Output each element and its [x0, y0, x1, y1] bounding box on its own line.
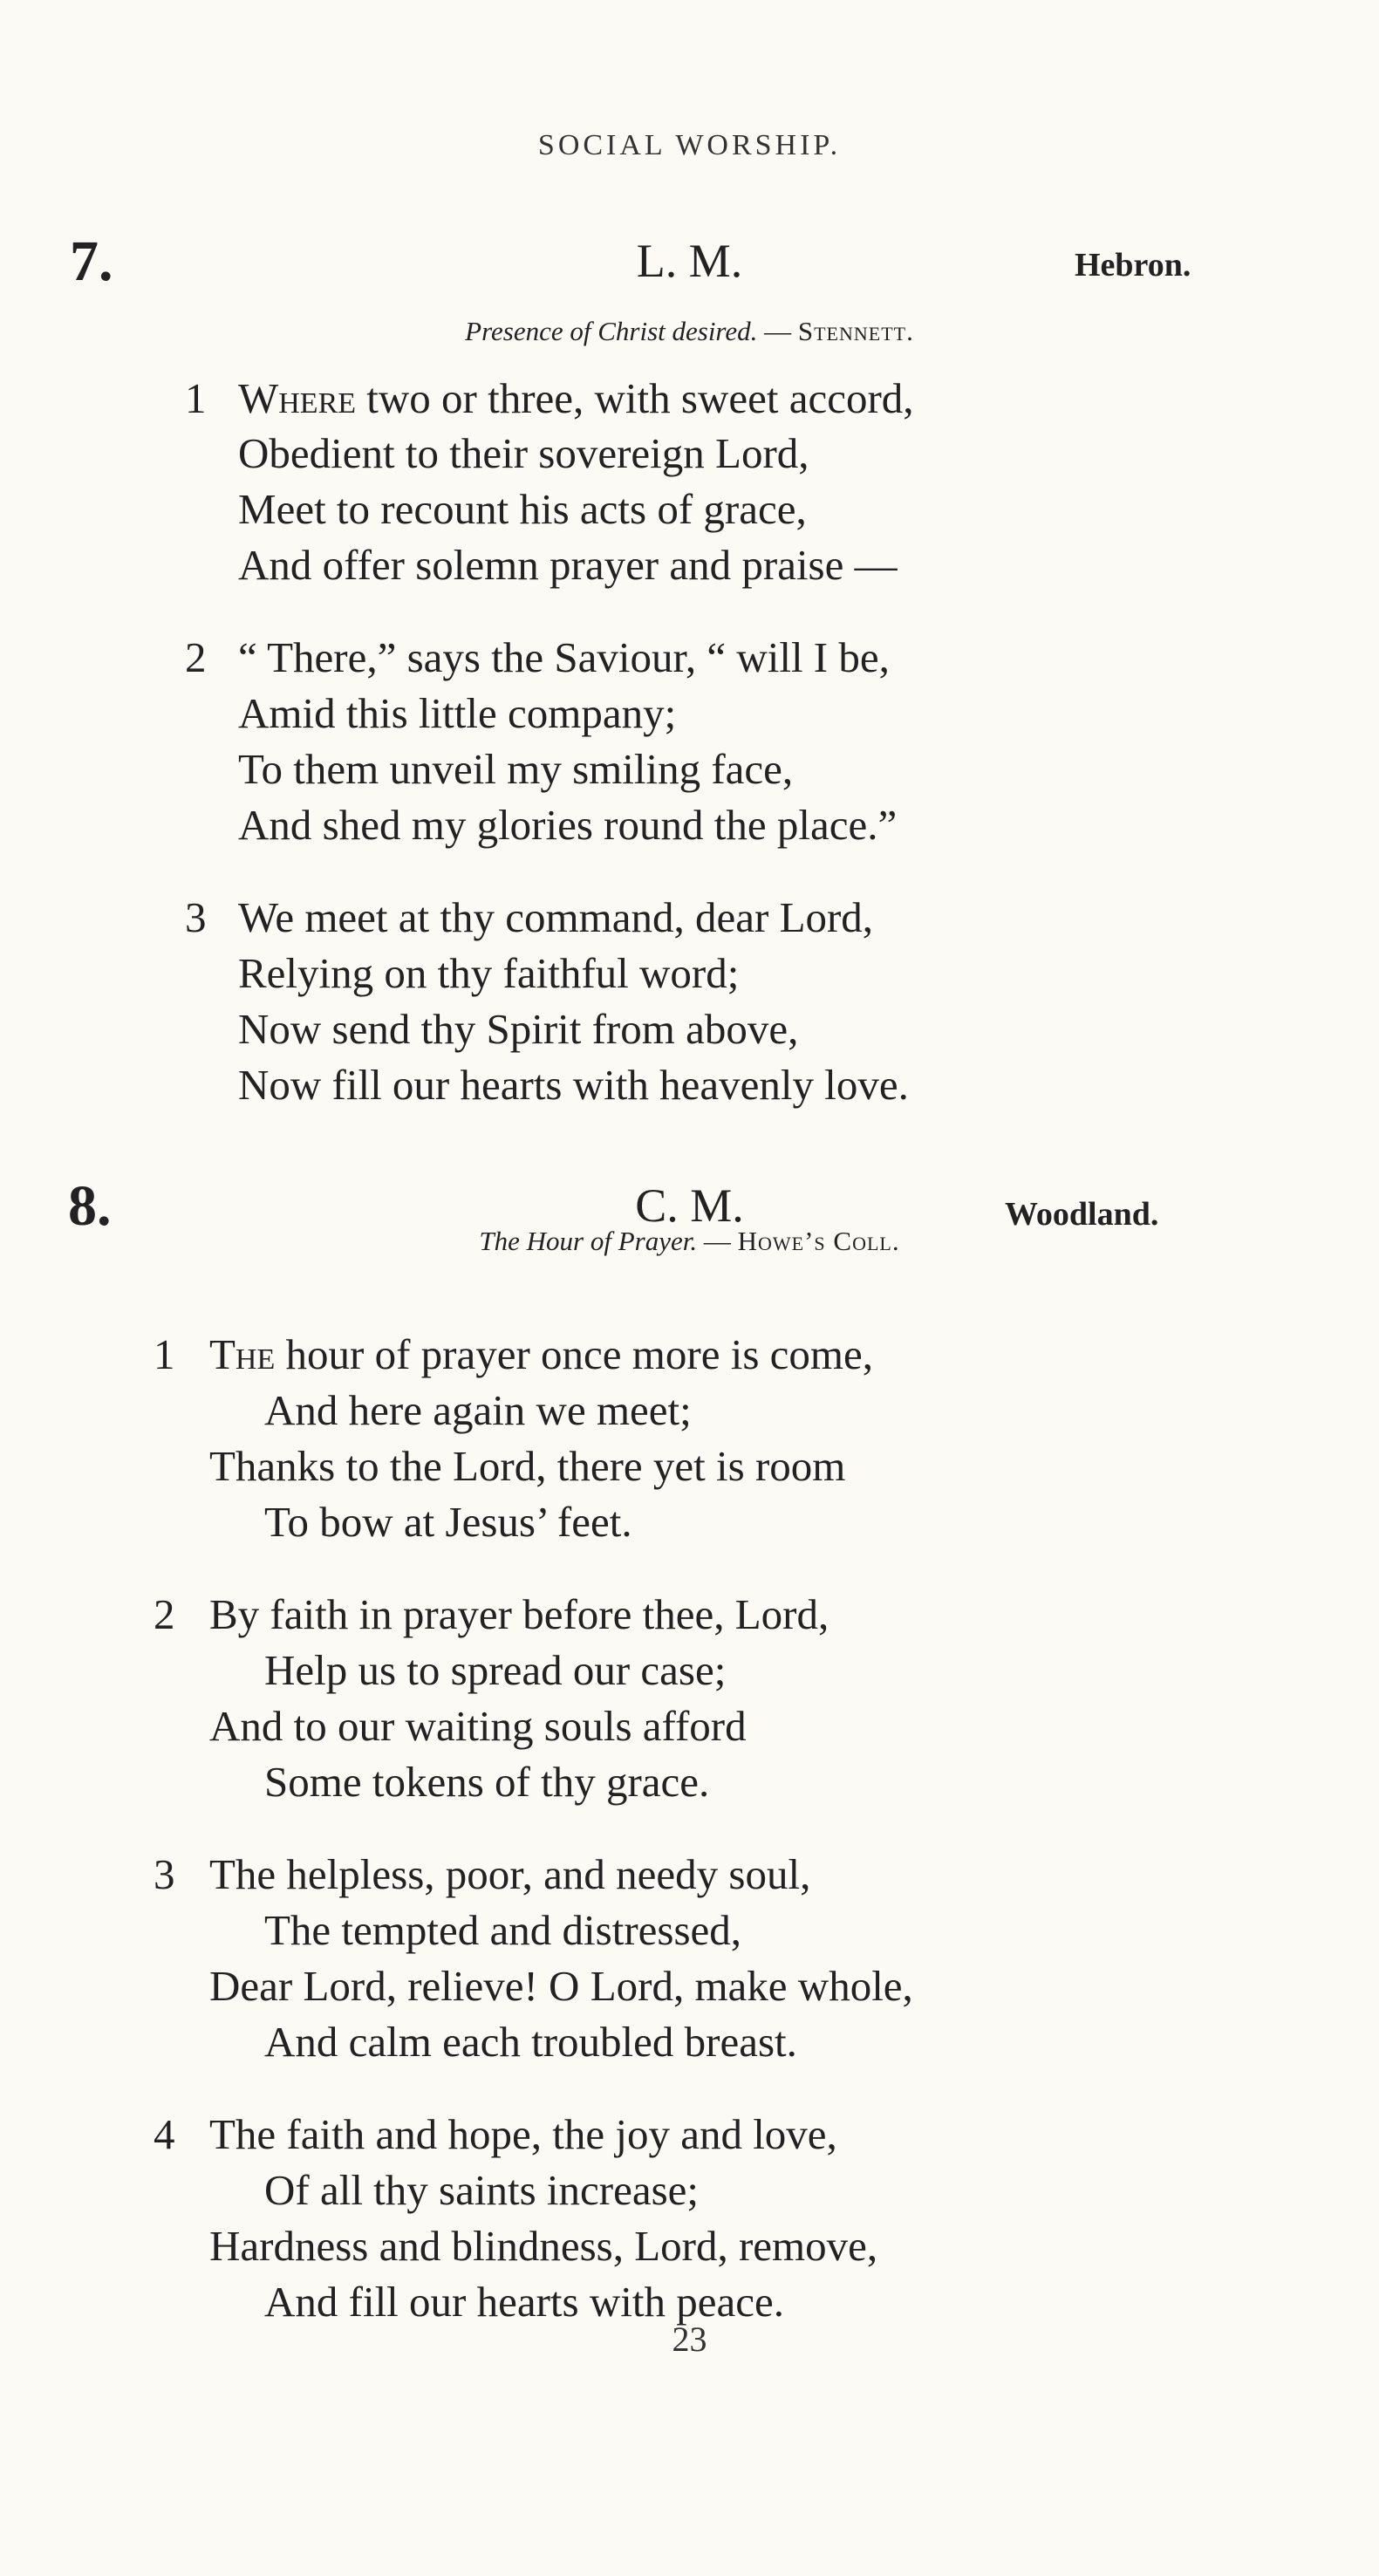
tune-name: Woodland. [1005, 1196, 1159, 1233]
verse-first-word: The [209, 1330, 276, 1378]
verse-line: The tempted and distressed, [264, 1906, 742, 1954]
verse-line: To bow at Jesus’ feet. [264, 1498, 632, 1546]
verse-line: “ There,” says the Saviour, “ will I be, [238, 633, 890, 681]
hymn-title: The Hour of Prayer. [479, 1226, 698, 1256]
verse-line: By faith in prayer before thee, Lord, [209, 1590, 829, 1638]
verse-line: Help us to spread our case; [264, 1646, 727, 1694]
verse-first-word: Where [238, 374, 357, 422]
verse-number: 4 [154, 2110, 175, 2158]
hymn-author: Stennett. [797, 316, 914, 346]
verse-line: Hardness and blindness, Lord, remove, [209, 2222, 878, 2270]
hymn-meter: C. M. [635, 1179, 744, 1232]
verse-number: 3 [154, 1850, 175, 1898]
tune-name: Hebron. [1075, 247, 1191, 284]
verse-line: And to our waiting souls afford [209, 1702, 747, 1750]
verse-line: And offer solemn prayer and praise — [238, 541, 898, 589]
hymn-author: Howe’s Coll. [737, 1226, 900, 1256]
verse-line: And fill our hearts with peace. [264, 2278, 784, 2326]
verse-line: The faith and hope, the joy and love, [209, 2110, 837, 2158]
hymn-subtitle [0, 316, 1379, 347]
verse-line: Of all thy saints increase; [264, 2166, 700, 2214]
verse-line: We meet at thy command, dear Lord, [238, 893, 874, 941]
page-number: 23 [672, 2320, 707, 2359]
verse-line-text: hour of prayer once more is come, [275, 1330, 874, 1378]
verse-line: And shed my glories round the place.” [238, 801, 898, 849]
verse-line: Thanks to the Lord, there yet is room [209, 1442, 846, 1490]
verse-number: 1 [185, 374, 207, 422]
verse-line: Now send thy Spirit from above, [238, 1005, 799, 1053]
verse-line: The helpless, poor, and needy soul, [209, 1850, 811, 1898]
verse-line [209, 1329, 873, 1379]
hymn-title: Presence of Christ desired. [465, 316, 758, 346]
verse-line-text: two or three, with sweet accord, [356, 374, 914, 422]
hymn-meter: L. M. [636, 235, 743, 287]
verse-line: Some tokens of thy grace. [264, 1758, 710, 1806]
verse-line: Dear Lord, relieve! O Lord, make whole, [209, 1962, 913, 2010]
verse-number: 1 [154, 1330, 175, 1378]
verse-line: And here again we meet; [264, 1386, 692, 1434]
title-dash: — [757, 316, 798, 346]
verse-line: Obedient to their sovereign Lord, [238, 429, 809, 477]
verse-number: 2 [154, 1590, 175, 1638]
verse-line: Meet to recount his acts of grace, [238, 485, 807, 533]
verse-line: Relying on thy faithful word; [238, 949, 740, 997]
hymn-number: 7. [70, 229, 113, 293]
verse-line: Now fill our hearts with heavenly love. [238, 1061, 909, 1109]
running-head: SOCIAL WORSHIP. [537, 129, 842, 161]
verse-number: 3 [185, 893, 207, 941]
verse-line: And calm each troubled breast. [264, 2018, 797, 2066]
verse-line: Amid this little company; [238, 689, 677, 737]
hymn-subtitle [0, 1226, 1379, 1257]
verse-line: To them unveil my smiling face, [238, 745, 794, 793]
hymn-number: 8. [68, 1174, 112, 1238]
verse-line [238, 373, 914, 423]
title-dash: — [697, 1226, 738, 1256]
verse-number: 2 [185, 633, 207, 681]
